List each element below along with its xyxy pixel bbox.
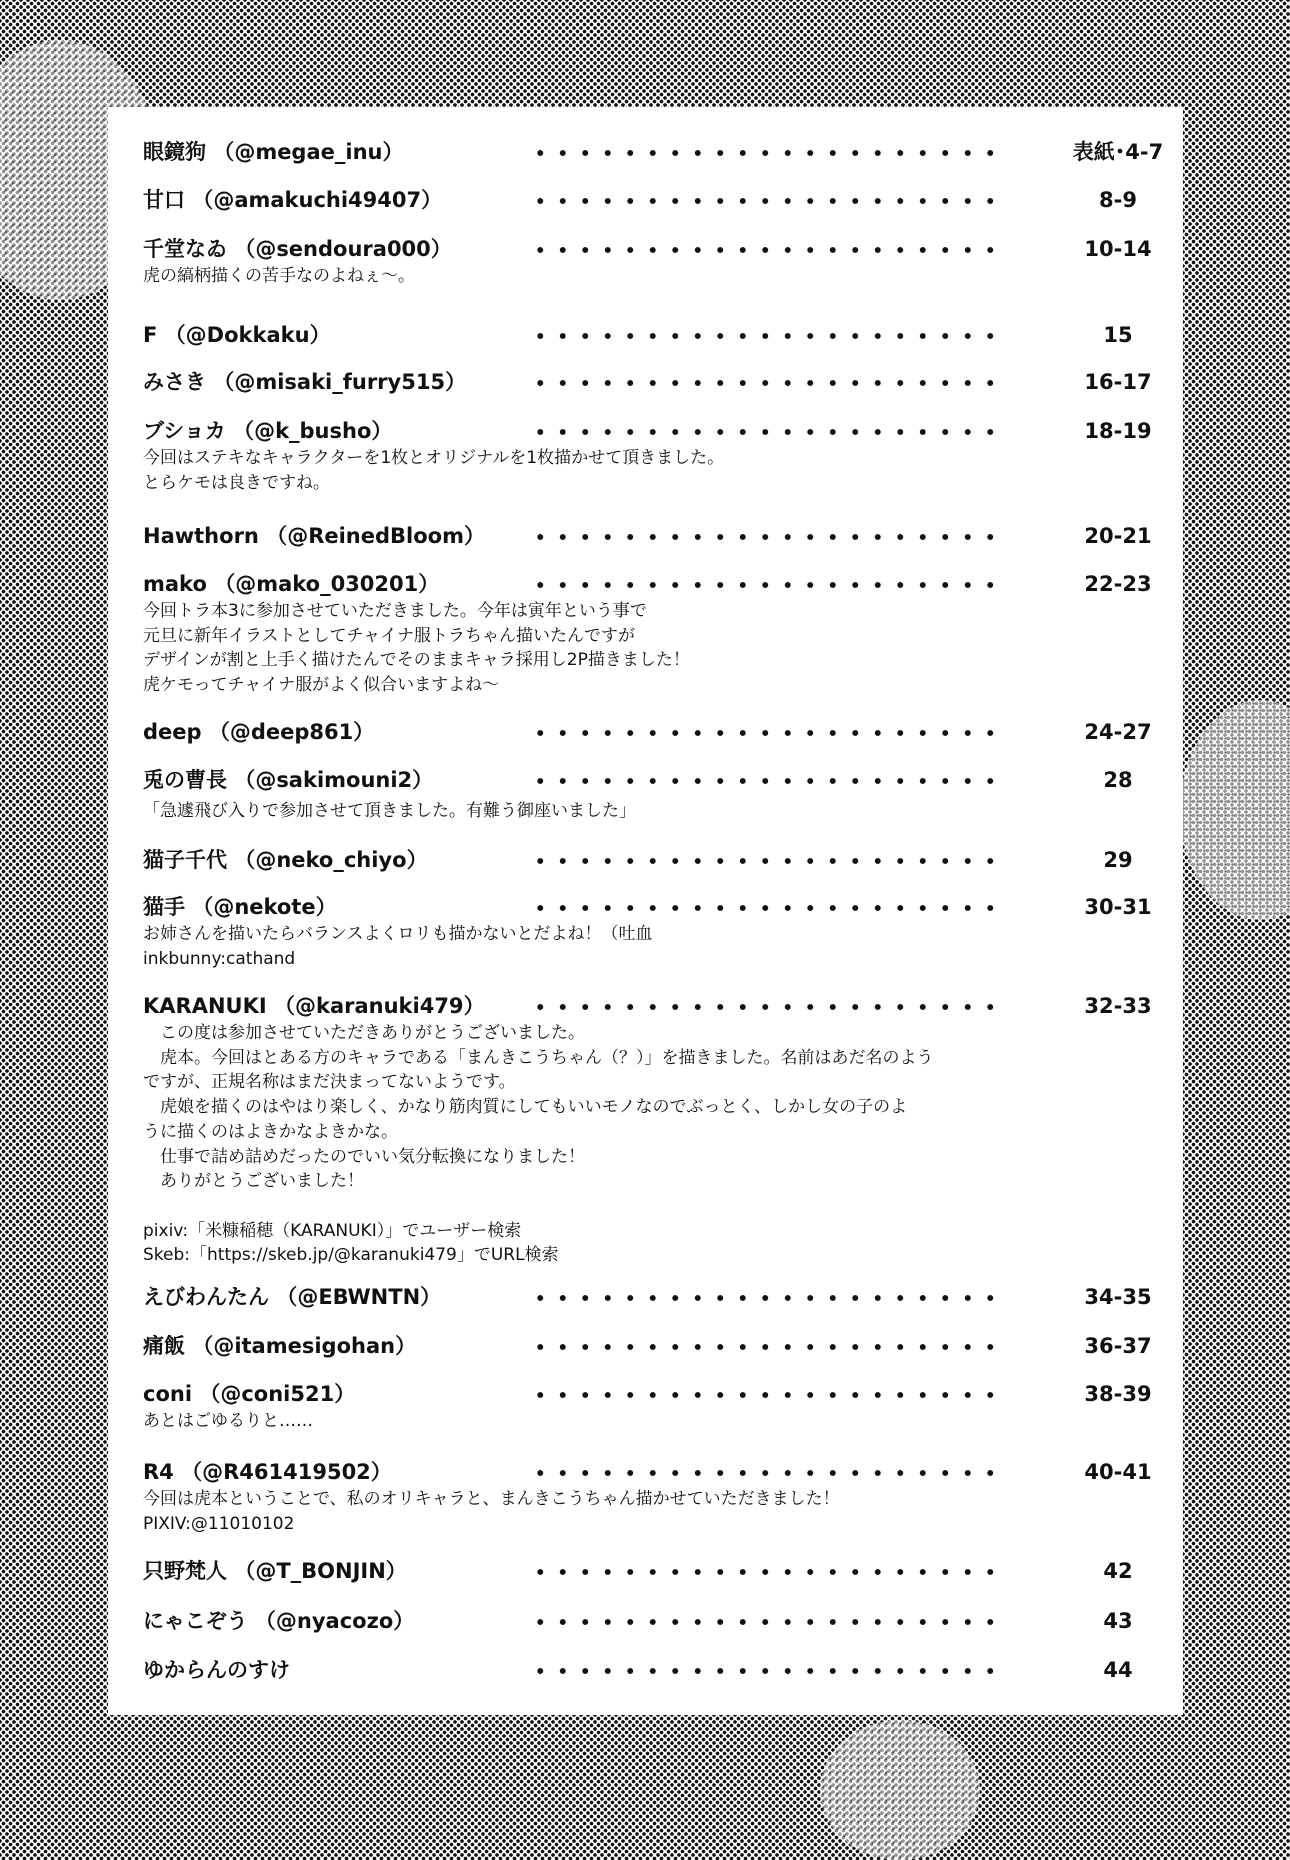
author-handle: （ @mako_030201 ） — [207, 572, 439, 596]
author-name: にゃこぞう — [143, 1609, 248, 1633]
toc-entry — [143, 521, 1183, 551]
toc-entry — [143, 367, 1183, 397]
entry-title — [143, 845, 428, 875]
entry-title — [143, 1331, 416, 1361]
toc-entry — [143, 1331, 1183, 1361]
dot-leader — [529, 1391, 1009, 1399]
page-numbers: 29 — [1103, 848, 1133, 872]
author-comment: inkbunny:cathand — [143, 948, 296, 969]
entry-title — [143, 991, 485, 1021]
page-numbers: 43 — [1103, 1609, 1133, 1633]
author-name: R4 — [143, 1460, 174, 1484]
author-handle: （ @Dokkaku ） — [157, 323, 330, 347]
toc-entry — [143, 991, 1183, 1021]
toc-entry — [143, 320, 1183, 350]
author-name: coni — [143, 1382, 193, 1406]
toc-entry — [143, 845, 1183, 875]
dot-leader — [529, 1618, 1009, 1626]
entry-title — [143, 1379, 355, 1409]
dot-leader — [529, 1343, 1009, 1351]
page-numbers: 18-19 — [1084, 419, 1152, 443]
entry-title — [143, 137, 403, 167]
entry-title — [143, 717, 374, 747]
toc-entry — [143, 416, 1183, 446]
page-numbers: 8-9 — [1099, 188, 1137, 212]
author-comment: Skeb:「https://skeb.jp/@karanuki479」でURL検索 — [143, 1245, 559, 1266]
entry-title — [143, 1457, 392, 1487]
page-numbers: 10-14 — [1084, 237, 1152, 261]
author-comment: デザインが割と上手く描けたんでそのままキャラ採用し2P描きました！ — [143, 650, 690, 671]
dot-leader — [529, 904, 1009, 912]
dot-leader — [529, 1568, 1009, 1576]
author-handle: （ @coni521 ） — [192, 1382, 355, 1406]
entry-title — [143, 320, 331, 350]
page-numbers: 38-39 — [1084, 1382, 1152, 1406]
page-numbers: 34-35 — [1084, 1285, 1152, 1309]
author-handle: （ @nyacozo ） — [248, 1609, 415, 1633]
author-comment: PIXIV:@11010102 — [143, 1513, 295, 1534]
entry-title — [143, 1282, 441, 1312]
dot-leader — [529, 332, 1009, 340]
author-handle: （ @misaki_furry515 ） — [206, 370, 466, 394]
author-name: 猫子千代 — [143, 848, 227, 872]
entry-title — [143, 1556, 407, 1586]
author-handle: （ @EBWNTN ） — [269, 1285, 441, 1309]
page-numbers: 15 — [1103, 323, 1133, 347]
author-handle: （ @amakuchi49407 ） — [185, 188, 442, 212]
table-of-contents — [108, 107, 1183, 1715]
page-numbers: 20-21 — [1084, 524, 1152, 548]
page-numbers: 36-37 — [1084, 1334, 1152, 1358]
entry-title — [143, 234, 452, 264]
author-comment: 虎ケモってチャイナ服がよく似合いますよね～ — [143, 675, 500, 696]
toc-entry — [143, 569, 1183, 599]
entry-title — [143, 1606, 414, 1636]
author-handle: （ @sendoura000 ） — [227, 237, 452, 261]
author-comment: 仕事で詰め詰めだったのでいい気分転換になりました！ — [143, 1146, 585, 1167]
toc-entry — [143, 1457, 1183, 1487]
author-name: 痛飯 — [143, 1334, 185, 1358]
entry-title — [143, 521, 485, 551]
dot-leader — [529, 533, 1009, 541]
toc-entry — [143, 234, 1183, 264]
author-name: ブショカ — [143, 419, 226, 443]
author-name: ゆからんのすけ — [143, 1658, 290, 1682]
author-handle: （ @deep861 ） — [202, 720, 375, 744]
author-name: 千堂なゐ — [143, 237, 227, 261]
dot-leader — [529, 581, 1009, 589]
page-numbers: 22-23 — [1084, 572, 1152, 596]
author-comment: 「急遽飛び入りで参加させて頂きました。有難う御座いました」 — [143, 801, 636, 821]
entry-title — [143, 765, 433, 795]
author-name: 兎の曹長 — [143, 768, 227, 792]
entry-title — [143, 1655, 290, 1685]
toc-entry — [143, 717, 1183, 747]
toc-entry — [143, 892, 1183, 922]
toc-entry — [143, 1379, 1183, 1409]
author-handle: （ @neko_chiyo ） — [227, 848, 428, 872]
author-comment: 今回トラ本3に参加させていただきました。今年は寅年という事で — [143, 601, 647, 621]
entry-title — [143, 569, 439, 599]
author-comment: とらケモは良きですね。 — [143, 472, 330, 493]
toc-entry — [143, 185, 1183, 215]
author-comment: あとはごゆるりと…… — [143, 1411, 313, 1431]
author-name: mako — [143, 572, 207, 596]
dot-leader — [529, 1469, 1009, 1477]
author-handle: （ @ReinedBloom ） — [259, 524, 485, 548]
author-comment: ありがとうございました！ — [143, 1171, 364, 1192]
page-numbers: 42 — [1103, 1559, 1133, 1583]
author-handle: （ @karanuki479 ） — [267, 994, 485, 1018]
dot-leader — [529, 246, 1009, 254]
author-comment: 今回は虎本ということで、私のオリキャラと、まんきこうちゃん描かせていただきました！ — [143, 1489, 840, 1509]
author-comment: 虎娘を描くのはやはり楽しく、かなり筋肉質にしてもいいモノなのでぶっとく、しかし女の子のよ — [143, 1097, 908, 1118]
dot-leader — [529, 777, 1009, 785]
dot-leader — [529, 197, 1009, 205]
dot-leader — [529, 857, 1009, 865]
author-comment: 虎本。今回はとある方のキャラである「まんきこうちゃん（？）」を描きました。名前はあだ名のよう — [143, 1047, 934, 1068]
author-comment: ですが、正規名称はまだ決まってないようです。 — [143, 1072, 516, 1093]
author-comment: お姉さんを描いたらバランスよくロリも描かないとだよね！（吐血 — [143, 924, 653, 944]
author-comment: この度は参加させていただきありがとうございました。 — [143, 1023, 585, 1043]
toc-entry — [143, 1282, 1183, 1312]
author-handle: （ @megae_inu ） — [206, 140, 403, 164]
dot-leader — [529, 1294, 1009, 1302]
dot-leader — [529, 1003, 1009, 1011]
toc-entry — [143, 765, 1183, 795]
author-name: 甘口 — [143, 188, 185, 212]
author-name: F — [143, 323, 158, 347]
author-handle: （ @T_BONJIN ） — [227, 1559, 407, 1583]
author-comment: pixiv:「米糠稲穂（KARANUKI）」でユーザー検索 — [143, 1220, 522, 1241]
author-name: 猫手 — [143, 895, 185, 919]
author-comment: 今回はステキなキャラクターを1枚とオリジナルを1枚描かせて頂きました。 — [143, 448, 725, 468]
dot-leader — [529, 1667, 1009, 1675]
author-handle: （ @nekote ） — [185, 895, 337, 919]
toc-entry — [143, 1556, 1183, 1586]
author-handle: （ @itamesigohan ） — [185, 1334, 416, 1358]
author-handle: （ @R461419502 ） — [174, 1460, 392, 1484]
page-numbers: 24-27 — [1084, 720, 1152, 744]
page-numbers: 16-17 — [1084, 370, 1152, 394]
author-name: えびわんたん — [143, 1285, 269, 1309]
page-numbers: 32-33 — [1084, 994, 1152, 1018]
author-name: KARANUKI — [143, 994, 267, 1018]
dot-leader — [529, 379, 1009, 387]
page-numbers: 28 — [1103, 768, 1133, 792]
background-pattern — [820, 1720, 980, 1860]
author-name: みさき — [143, 370, 206, 394]
entry-title — [143, 185, 442, 215]
toc-entry — [143, 1655, 1183, 1685]
author-name: 眼鏡狗 — [143, 140, 206, 164]
entry-title — [143, 367, 466, 397]
entry-title — [143, 416, 392, 446]
dot-leader — [529, 729, 1009, 737]
page-numbers: 表紙･4-7 — [1072, 140, 1164, 164]
dot-leader — [529, 428, 1009, 436]
author-comment: 元旦に新年イラストとしてチャイナ服トラちゃん描いたんですが — [143, 625, 635, 646]
author-handle: （ @sakimouni2 ） — [227, 768, 433, 792]
author-handle: （ @k_busho ） — [226, 419, 393, 443]
author-name: deep — [143, 720, 202, 744]
author-name: Hawthorn — [143, 524, 259, 548]
entry-title — [143, 892, 337, 922]
page-numbers: 40-41 — [1084, 1460, 1152, 1484]
toc-entry — [143, 137, 1183, 167]
toc-entry — [143, 1606, 1183, 1636]
author-name: 只野梵人 — [143, 1559, 227, 1583]
author-comment: 虎の縞柄描くの苦手なのよねぇ～。 — [143, 266, 415, 286]
author-comment: うに描くのはよきかなよきかな。 — [143, 1121, 398, 1142]
page-numbers: 44 — [1103, 1658, 1133, 1682]
page-numbers: 30-31 — [1084, 895, 1152, 919]
dot-leader — [529, 149, 1009, 157]
